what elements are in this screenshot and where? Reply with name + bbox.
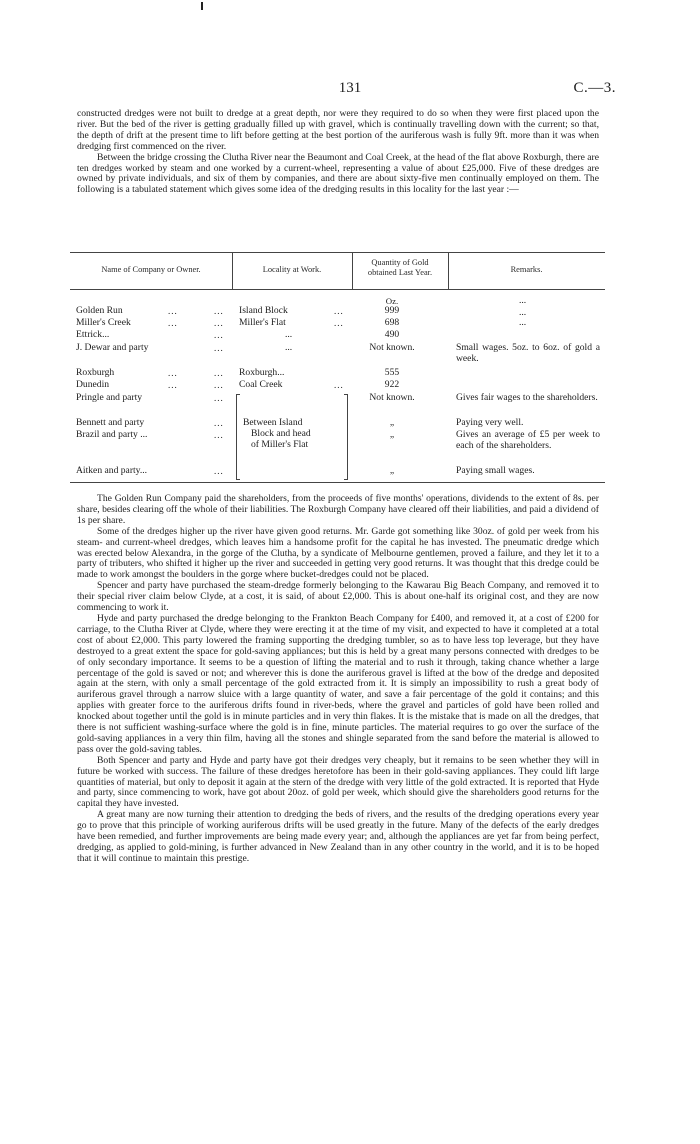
body-paragraph: Hyde and party purchased the dredge belonging to the Frankton Beach Company for £400, and removed it, at a cost of £200 for carriage, to the Clutha River at Clyde, where they were erecting it at the time of my visit, and expected to have it completed at a total cost of about £2,000. This party lowered the framing supporting the dredging tumbler, so as to have less top leverage, but they have destroyed to a great extent the space for gold-saving appliances; but this is held by a great many persons connected with dredges to be of only secondary importance. It seems to be a question of lifting the material and to rush it through, taking chance whether a large percentage of the gold is saved or not; and wherever this is done the auriferous gravel is lifted at the bow of the dredge and deposited again at the stern, with only a small percentage of the gold extracted from it. It is simply an impossibility to rush a great body of auriferous gravel through a narrow sluice with a large quantity of water, and save a fair percentage of the gold it contains; and this applies with greater force to the auriferous drifts found in river-beds, where the gravel and particles of gold have been rolled and knocked about together until the gold is in minute particles and in very thin flakes. It is the mistake that is made on all the dredges, that there is not sufficient washing-surface where the gold is in fine, minute particles. The material requires to go over the surface of the gold-saving appliances in a very thin film, having all the stones and shingle separated from the sand before the material is allowed to pass over the gold-saving tables. (77, 612, 599, 755)
table-row-locality: Coal Creek (239, 379, 283, 390)
leader-dots: ... (334, 306, 344, 316)
leader-dots: ... (214, 380, 224, 390)
column-divider (352, 252, 353, 289)
leader-dots: ... (214, 318, 224, 328)
table-row-name: Golden Run (76, 305, 123, 316)
table-row-quantity: 555 (384, 367, 400, 378)
body-paragraph: Spencer and party have purchased the steam-dredge formerly belonging to the Kawarau Big Beach Company, and removed it to their special river claim below Clyde, at a cost, it is said, of about £2,000. This is about one-half its original cost, and they are now commencing to work it. (77, 580, 599, 614)
table-row-locality: ... (285, 329, 293, 340)
document-reference: C.—3. (573, 80, 616, 96)
table-row-quantity: 999 (384, 305, 400, 316)
header-locality: Locality at Work. (262, 265, 322, 274)
body-paragraph: A great many are now turning their attention to dredging the beds of rivers, and the results of the dredging operations every year go to prove that this principle of working auriferous drifts will be used greatly in the future. Many of the defects of the early dredges have been remedied, and further improvements are being made every year; and, although the appliances are yet far from being perfect, dredging, as applied to gold-mining, is further advanced in New Zealand than in any other country in the world, and it is to be hoped that it will continue to maintain this prestige. (77, 809, 599, 864)
table-row-locality: Miller's Flat (239, 317, 286, 328)
unit-label: Oz. (385, 296, 399, 306)
dredging-results-table (70, 252, 605, 482)
table-row-locality: ... (285, 342, 293, 353)
shared-locality-line: of Miller's Flat (251, 439, 309, 450)
table-bottom-rule (70, 482, 605, 483)
table-row-name: Roxburgh (76, 367, 115, 378)
page-number: 131 (338, 80, 362, 96)
table-row-remarks: Gives an average of £5 per week to each of the shareholders. (456, 429, 600, 451)
leader-dots: ... (168, 380, 178, 390)
table-row-remarks: Gives fair wages to the shareholders. (456, 392, 598, 403)
leader-dots: ... (334, 318, 344, 328)
table-row-name: J. Dewar and party (76, 342, 149, 353)
table-row-remarks: ... (519, 307, 527, 318)
shared-locality-line: Between Island (243, 417, 303, 428)
leader-dots: ... (214, 368, 224, 378)
table-row-name: Ettrick... (76, 329, 110, 340)
table-row-quantity: „ (389, 465, 395, 476)
leader-dots: ... (214, 306, 224, 316)
shared-locality-line: Block and head (251, 428, 311, 439)
table-row-name: Brazil and party ... (76, 429, 148, 440)
header-quantity: Quantity of Gold obtained Last Year. (367, 258, 433, 277)
table-row-name: Bennett and party (76, 417, 145, 428)
table-row-name: Dunedin (76, 379, 110, 390)
table-row-name: Pringle and party (76, 392, 143, 403)
leader-dots: ... (168, 306, 178, 316)
leader-dots: ... (334, 380, 344, 390)
intro-paragraph: Between the bridge crossing the Clutha River near the Beaumont and Coal Creek, at the head of the flat above Roxburgh, there are ten dredges worked by steam and one worked by a current-wheel, representing a value of about £25,000. Five of these dredges are owned by private individuals, and six of them by companies, and there are about sixty-five men continually employed on them. The following is a tabulated statement which gives some idea of the dredging results in this locality for the last year :— (77, 151, 599, 196)
table-row-locality: Island Block (239, 305, 288, 316)
leader-dots: ... (168, 368, 178, 378)
table-row-name: Aitken and party... (76, 465, 148, 476)
leader-dots: ... (214, 466, 224, 476)
header-name: Name of Company or Owner. (101, 265, 201, 274)
leader-dots: ... (214, 393, 224, 403)
leader-dots: ... (214, 343, 224, 353)
table-row-remarks: ... (519, 295, 527, 306)
table-row-quantity: Not known. (369, 392, 415, 403)
leader-dots: ... (519, 317, 527, 328)
body-text (77, 494, 599, 865)
locality-bracket (236, 394, 240, 480)
table-row-name: Miller's Creek (76, 317, 131, 328)
table-row-remarks: Paying small wages. (456, 465, 535, 476)
leader-dots: ... (214, 430, 224, 440)
leader-dots: ... (168, 318, 178, 328)
table-row-remarks: Paying very well. (456, 417, 524, 428)
table-top-rule (70, 252, 605, 253)
table-header-rule (70, 289, 605, 290)
table-row-quantity: Not known. (369, 342, 415, 353)
body-paragraph: The Golden Run Company paid the shareholders, from the proceeds of five months' operations, dividends to the extent of 8s. per share, besides clearing off the whole of their liabilities. The Roxburgh Company have cleared off their liabilities, and paid a dividend of 1s per share. (77, 493, 599, 526)
table-row-remarks: Small wages. 5oz. to 6oz. of gold a week. (456, 342, 600, 364)
locality-bracket (344, 394, 348, 480)
table-row-quantity: 698 (384, 317, 400, 328)
table-row-quantity: „ (389, 417, 395, 428)
leader-dots: ... (214, 330, 224, 340)
intro-paragraph: constructed dredges were not built to dredge at a great depth, nor were they required to do so when they were first placed upon the river. But the bed of the river is getting gradually filled up with gravel, which is continually travelling down with the current; so that, the depth of drift at the present time to lift before getting at the best portion of the auriferous wash is fully 9ft. more than it was when dredging first commenced on the river. (77, 108, 599, 152)
intro-text (77, 109, 599, 196)
table-row-quantity: 922 (384, 379, 400, 390)
leader-dots: ... (214, 418, 224, 428)
table-row-locality: Roxburgh... (239, 367, 285, 378)
table-row-quantity: 490 (384, 329, 400, 340)
table-row-quantity: „ (389, 429, 395, 440)
body-paragraph: Both Spencer and party and Hyde and party have got their dredges very cheaply, but it remains to be seen whether they will in future be worked with success. The failure of these dredges heretofore has been in their gold-saving appliances. They could lift large quantities of material, but only to deposit it again at the stern of the dredge with very little of the gold extracted. It is reported that Hyde and party, since commencing to work, have got about 20oz. of gold per week, which should give the shareholders good returns for the capital they have invested. (77, 754, 599, 810)
scan-mark (201, 2, 203, 10)
body-paragraph: Some of the dredges higher up the river have given good returns. Mr. Garde got something like 30oz. of gold per week from his steam- and current-wheel dredges, which leaves him a handsome profit for the capital he has invested. The pneumatic dredge which was erected below Alexandra, in the gorge of the Clutha, by a syndicate of Melbourne gentlemen, proved a failure, and they let it to a party of tributers, who shifted it higher up the river and succeeded in getting very good returns. It was thought that this dredge could be made to work amongst the boulders in the gorge where bucket-dredges could not be placed. (77, 525, 599, 581)
header-remarks: Remarks. (510, 265, 543, 274)
